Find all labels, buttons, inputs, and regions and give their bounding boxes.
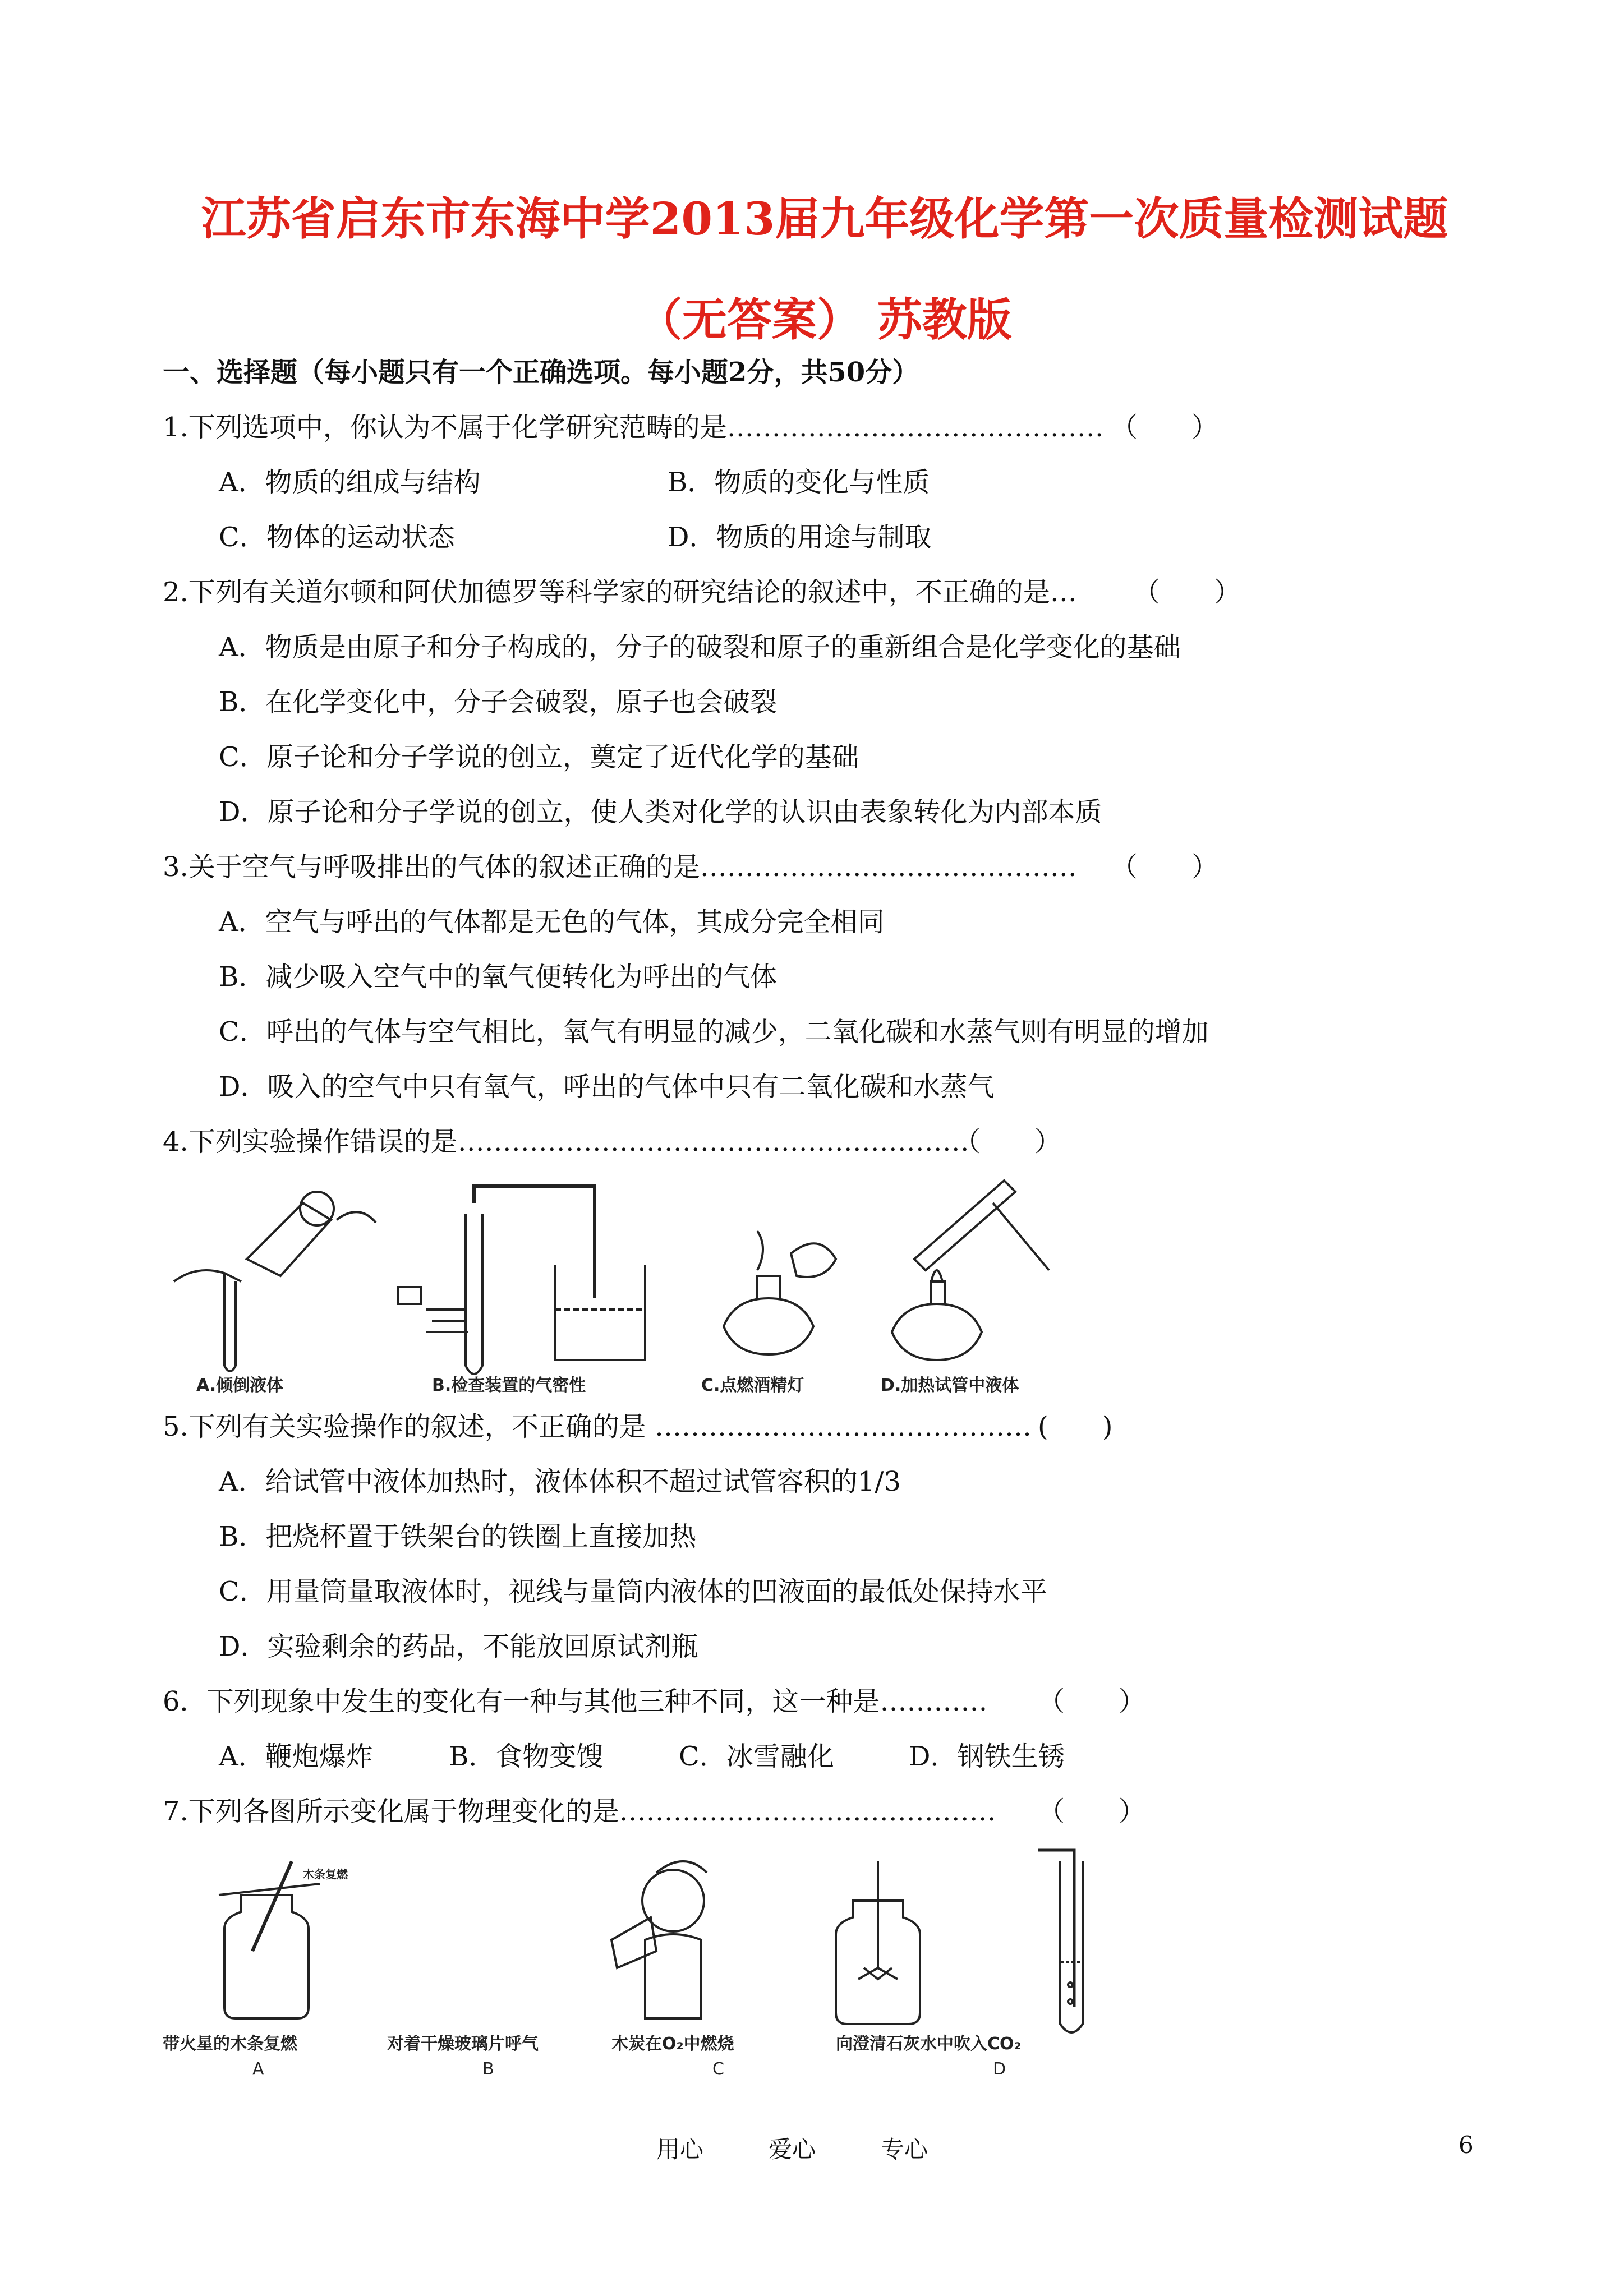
option-a: A．给试管中液体加热时，液体体积不超过试管容积的1/3 <box>219 1466 901 1497</box>
question-7-figure <box>163 1839 1509 2080</box>
question-4-figure <box>163 1169 1509 1399</box>
question-6-answer-blank: （ ） <box>1038 1686 1146 1717</box>
question-7-answer-blank: （ ） <box>1038 1796 1146 1827</box>
question-5-text: 5.下列有关实验操作的叙述，不正确的是 …………………………………… <box>163 1411 1032 1442</box>
question-sheet <box>163 345 1509 2080</box>
question-6-options <box>163 1729 1509 1784</box>
option-c: C．呼出的气体与空气相比，氧气有明显的减少，二氧化碳和水蒸气则有明显的增加 <box>219 1016 1209 1048</box>
option-a: A．空气与呼出的气体都是无色的气体，其成分完全相同 <box>219 906 885 938</box>
question-6-text: 6．下列现象中发生的变化有一种与其他三种不同，这一种是………… <box>163 1686 988 1717</box>
question-4-answer-blank: （ ） <box>954 1126 1062 1158</box>
option-a: A．鞭炮爆炸 <box>219 1741 373 1772</box>
question-7-stem <box>163 1784 1509 1839</box>
footer-word-2: 爱心 <box>769 2136 816 2163</box>
caption-d: D.加热试管中液体 <box>881 1376 1019 1395</box>
caption-b: 对着干燥玻璃片呼气 <box>387 2034 539 2054</box>
question-6-stem <box>163 1674 1509 1729</box>
caption-a: A.倾倒液体 <box>196 1376 284 1395</box>
question-3-answer-blank: （ ） <box>1111 851 1219 883</box>
question-3-text: 3.关于空气与呼吸排出的气体的叙述正确的是…………………………………… <box>163 851 1077 883</box>
caption-c: C.点燃酒精灯 <box>701 1376 804 1395</box>
option-c: C．冰雪融化 <box>679 1741 834 1772</box>
caption-c: 木炭在O₂中燃烧 <box>611 2034 734 2054</box>
question-1-text: 1.下列选项中，你认为不属于化学研究范畴的是…………………………………… <box>163 412 1104 443</box>
question-3-stem <box>163 840 1509 895</box>
option-b: B．减少吸入空气中的氧气便转化为呼出的气体 <box>219 961 778 993</box>
option-b: B．食物变馊 <box>449 1741 604 1772</box>
label-c: C <box>712 2059 724 2079</box>
footer-word-1: 用心 <box>656 2136 704 2163</box>
option-a: A．物质是由原子和分子构成的，分子的破裂和原子的重新组合是化学变化的基础 <box>219 631 1181 663</box>
question-1-answer-blank: （ ） <box>1111 412 1219 443</box>
footer-word-3: 专心 <box>881 2136 928 2163</box>
question-7-text: 7.下列各图所示变化属于物理变化的是…………………………………… <box>163 1796 996 1827</box>
label-a: A <box>252 2059 264 2079</box>
option-c: C．物体的运动状态 <box>219 522 455 553</box>
option-b: B．在化学变化中，分子会破裂，原子也会破裂 <box>219 686 778 718</box>
question-1-stem <box>163 400 1509 455</box>
option-d: D．物质的用途与制取 <box>668 522 932 553</box>
option-c: C．原子论和分子学说的创立，奠定了近代化学的基础 <box>219 741 859 773</box>
document-title: 江苏省启东市东海中学2013届九年级化学第一次质量检测试题（无答案） 苏教版 <box>201 192 1448 346</box>
question-2-answer-blank: （ ） <box>1133 577 1241 608</box>
label-b: B <box>482 2059 494 2079</box>
question-5-answer-blank: ( ) <box>1038 1411 1113 1442</box>
caption-b: B.检查装置的气密性 <box>432 1376 586 1395</box>
option-b: B．把烧杯置于铁架台的铁圈上直接加热 <box>219 1521 697 1552</box>
label-d: D <box>993 2059 1006 2079</box>
option-d: D．钢铁生锈 <box>909 1741 1065 1772</box>
question-2-text: 2.下列有关道尔顿和阿伏加德罗等科学家的研究结论的叙述中，不正确的是… <box>163 577 1077 608</box>
section-heading: 一、选择题（每小题只有一个正确选项。每小题2分，共50分） <box>163 357 919 388</box>
option-c: C．用量筒量取液体时，视线与量筒内液体的凹液面的最低处保持水平 <box>219 1576 1047 1607</box>
option-d: D．实验剩余的药品，不能放回原试剂瓶 <box>219 1631 698 1662</box>
option-b: B．物质的变化与性质 <box>668 467 930 498</box>
option-d: D．吸入的空气中只有氧气，呼出的气体中只有二氧化碳和水蒸气 <box>219 1071 995 1103</box>
question-5-stem <box>163 1399 1509 1454</box>
caption-a: 带火星的木条复燃 <box>163 2034 297 2054</box>
option-d: D．原子论和分子学说的创立，使人类对化学的认识由表象转化为内部本质 <box>219 796 1102 828</box>
question-2-stem <box>163 565 1509 620</box>
option-a: A．物质的组成与结构 <box>219 467 481 498</box>
page-number: 6 <box>1459 2131 1474 2159</box>
lab-operations-illustration <box>163 1169 1094 1399</box>
physical-change-illustration <box>163 1839 1161 2080</box>
caption-d: 向澄清石灰水中吹入CO₂ <box>836 2034 1022 2054</box>
question-4-text: 4.下列实验操作错误的是………………………………………………… <box>163 1126 969 1158</box>
question-1-options-row-1 <box>163 455 1509 510</box>
question-1-options-row-2 <box>163 510 1509 565</box>
wood-stick-label: 木条复燃 <box>303 1868 348 1881</box>
question-4-stem <box>163 1114 1509 1169</box>
